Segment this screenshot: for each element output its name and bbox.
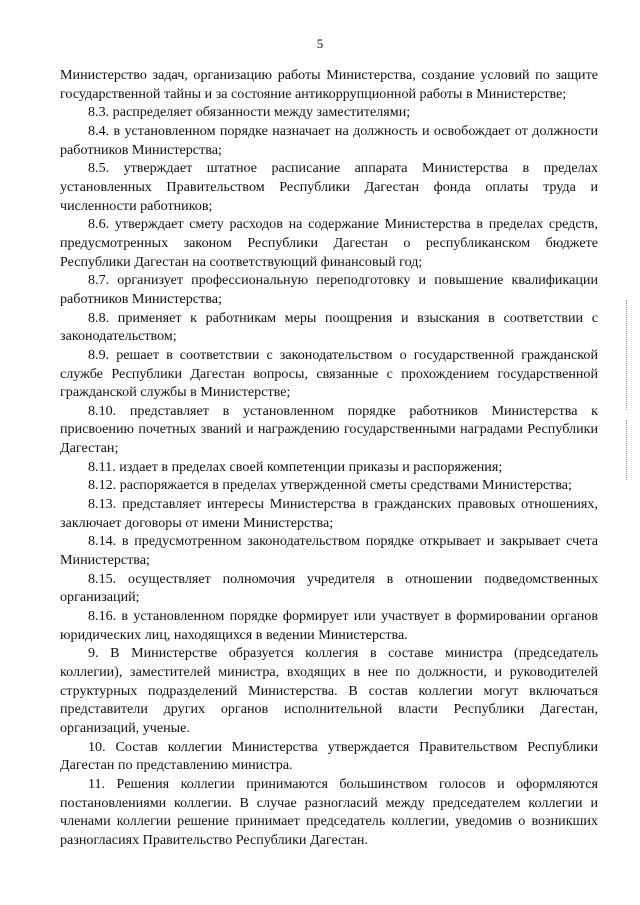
paragraph-11: 11. Решения коллегии принимаются большинством голосов и оформляются постановлениями коллегии. В случае разногласий между председателем коллегии и членами коллегии решение принимает председатель коллегии, уведомив о возникших разногласиях Правительство Республики Дагестан. — [60, 775, 598, 848]
paragraph-8-14: 8.14. в предусмотренном законодательством порядке открывает и закрывает счета Министерства; — [60, 533, 598, 569]
paragraph-8-4: 8.4. в установленном порядке назначает на должность и освобождает от должности работников Министерства; — [60, 122, 598, 158]
paragraph-8-16: 8.16. в установленном порядке формирует или участвует в формировании органов юридических лиц, находящихся в ведении Министерства. — [60, 608, 598, 643]
paragraph-10: 10. Состав коллегии Министерства утверждается Правительством Республики Дагестан по представлению министра. — [60, 738, 598, 774]
document-body — [60, 66, 598, 850]
page-number: 5 — [316, 36, 324, 51]
paragraph-9: 9. В Министерстве образуется коллегия в составе министра (председатель коллегии), заместителей министра, входящих в нее по должности, и руководителей структурных подразделений Министерства. В состав коллегии могут включаться представители других органов исполнительной власти Республики Дагестан, организаций, ученые. — [60, 645, 598, 736]
paragraph-8-7: 8.7. организует профессиональную переподготовку и повышение квалификации работников Министерства; — [60, 272, 598, 307]
paragraph-8-6: 8.6. утверждает смету расходов на содержание Министерства в пределах средств, предусмотренных законом Республики Дагестан о республиканском бюджете Республики Дагестан на соответствующий финансовый год; — [60, 216, 598, 270]
paragraph-8-8: 8.8. применяет к работникам меры поощрения и взыскания в соответствии с законодательством; — [60, 309, 598, 345]
paragraph-8-15: 8.15. осуществляет полномочия учредителя в отношении подведомственных организаций; — [60, 570, 598, 606]
paragraph-8-3: 8.3. распределяет обязанности между заместителями; — [88, 104, 411, 121]
paragraph-8-13: 8.13. представляет интересы Министерства в гражданских правовых отношениях, заключает договоры от имени Министерства; — [60, 496, 598, 531]
paragraph-8-5: 8.5. утверждает штатное расписание аппарата Министерства в пределах установленных Правительством Республики Дагестан фонда оплаты труда и численности работников; — [60, 160, 598, 214]
paragraph-8-9: 8.9. решает в соответствии с законодательством о государственной гражданской службе Республики Дагестан вопросы, связанные с прохождением государственной гражданской службы в Министерстве; — [60, 346, 598, 401]
scan-margin-mark — [626, 420, 628, 480]
paragraph-continuation: Министерство задач, организацию работы Министерства, создание условий по защите государственной тайны и за состояние антикоррупционной работы в Министерстве; — [60, 67, 598, 102]
paragraph-8-11: 8.11. издает в пределах своей компетенции приказы и распоряжения; — [88, 458, 503, 475]
paragraph-8-10: 8.10. представляет в установленном порядке работников Министерства к присвоению почетных званий и награждению государственными наградами Республики Дагестан; — [60, 402, 598, 457]
scan-margin-mark — [626, 300, 628, 410]
paragraph-8-12: 8.12. распоряжается в пределах утвержденной сметы средствами Министерства; — [88, 477, 572, 494]
